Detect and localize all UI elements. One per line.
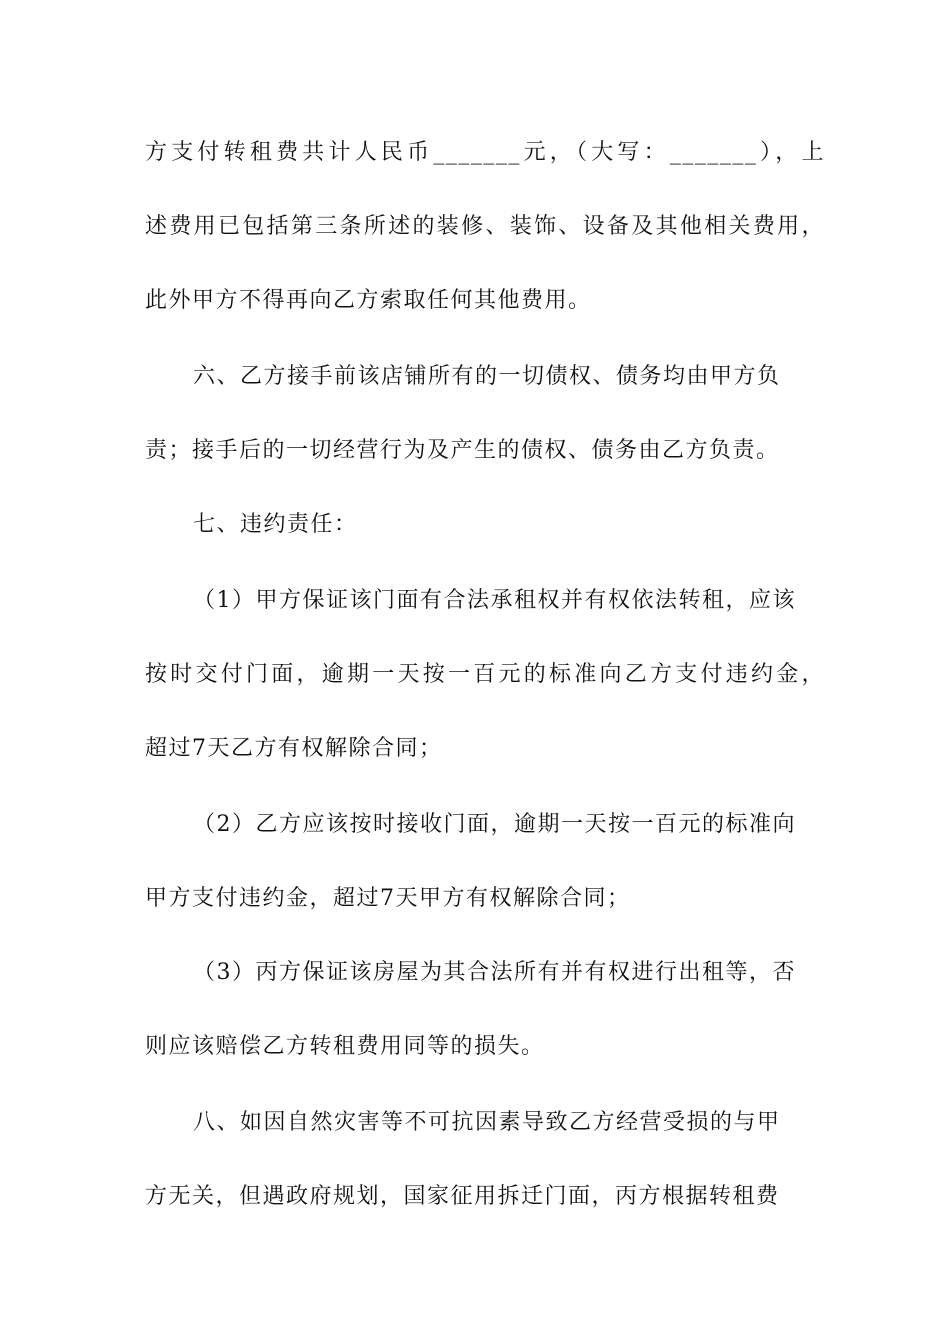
text-line: 方无关，但遇政府规划，国家征用拆迁门面，丙方根据转租费 — [145, 1184, 780, 1209]
text-line: 述费用已包括第三条所述的装修、装饰、设备及其他相关费用， — [145, 214, 825, 239]
text-line: 此外甲方不得再向乙方索取任何其他费用。 — [145, 288, 592, 313]
text-line: 方支付转租费共计人民币_______元，（大写：_______），上 — [145, 140, 825, 165]
section-heading: 七、违约责任： — [193, 512, 358, 537]
text-line: （3）丙方保证该房屋为其合法所有并有权进行出租等，否 — [193, 960, 796, 985]
text-line: 八、如因自然灾害等不可抗因素导致乙方经营受损的与甲 — [193, 1110, 781, 1135]
text-line: （1）甲方保证该门面有合法承租权并有权依法转租，应该 — [193, 588, 796, 613]
text-line: 六、乙方接手前该店铺所有的一切债权、债务均由甲方负 — [193, 364, 781, 389]
text-line: 责；接手后的一切经营行为及产生的债权、债务由乙方负责。 — [145, 438, 780, 463]
text-line: 甲方支付违约金，超过7天甲方有权解除合同； — [145, 886, 631, 911]
text-line: 超过7天乙方有权解除合同； — [145, 736, 443, 761]
text-line: 则应该赔偿乙方转租费用同等的损失。 — [145, 1034, 545, 1059]
text-line: （2）乙方应该按时接收门面，逾期一天按一百元的标准向 — [193, 812, 796, 837]
text-line: 按时交付门面，逾期一天按一百元的标准向乙方支付违约金， — [145, 662, 825, 687]
